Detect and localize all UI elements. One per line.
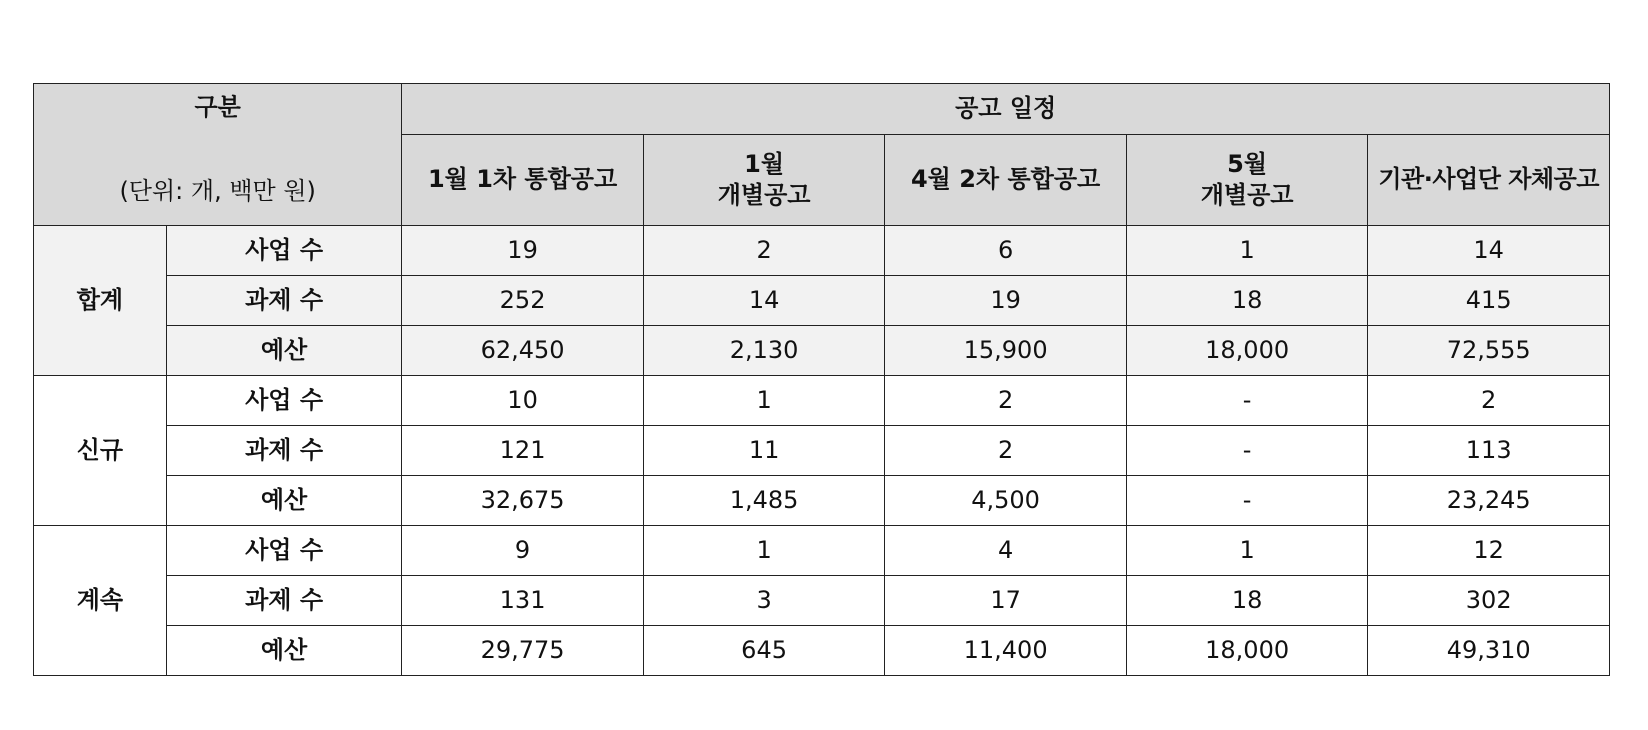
table-cell: 1 [643, 376, 885, 426]
table-cell: 18,000 [1126, 626, 1368, 676]
table-row [34, 326, 1610, 376]
table-row [34, 276, 1610, 326]
header-schedule: 공고 일정 [402, 84, 1610, 135]
header-unit-note: (단위: 개, 백만 원) [119, 176, 316, 205]
table-cell: 32,675 [402, 476, 644, 526]
header-col-4: 5월 개별공고 [1126, 135, 1368, 226]
table-cell: 49,310 [1368, 626, 1610, 676]
table-cell: 18 [1126, 276, 1368, 326]
table-cell: - [1126, 476, 1368, 526]
table-cell: 1 [643, 526, 885, 576]
table-cell: 15,900 [885, 326, 1127, 376]
row-label: 사업 수 [166, 226, 401, 276]
budget-schedule-table [33, 83, 1610, 676]
table-cell: 121 [402, 426, 644, 476]
table-cell: 113 [1368, 426, 1610, 476]
table-row [34, 476, 1610, 526]
table-cell: 14 [643, 276, 885, 326]
table-cell: 252 [402, 276, 644, 326]
table-cell: 11,400 [885, 626, 1127, 676]
table-cell: 10 [402, 376, 644, 426]
table-cell: 18,000 [1126, 326, 1368, 376]
table-row [34, 426, 1610, 476]
table-cell: 2 [885, 376, 1127, 426]
table-cell: 2 [643, 226, 885, 276]
table-cell: 4,500 [885, 476, 1127, 526]
table-cell: 645 [643, 626, 885, 676]
table-cell: 72,555 [1368, 326, 1610, 376]
table-cell: 6 [885, 226, 1127, 276]
header-gubun-title: 구분 [194, 93, 241, 121]
table-cell: 9 [402, 526, 644, 576]
table-cell: 18 [1126, 576, 1368, 626]
table-cell: 2 [1368, 376, 1610, 426]
table-cell: 1 [1126, 226, 1368, 276]
header-col-1: 1월 1차 통합공고 [402, 135, 644, 226]
table-row [34, 626, 1610, 676]
row-label: 예산 [166, 626, 401, 676]
row-label: 과제 수 [166, 276, 401, 326]
group-label-continuing: 계속 [34, 526, 167, 676]
table-cell: 3 [643, 576, 885, 626]
table-cell: 17 [885, 576, 1127, 626]
row-label: 사업 수 [166, 526, 401, 576]
table-cell: 23,245 [1368, 476, 1610, 526]
table-cell: 302 [1368, 576, 1610, 626]
table-cell: 11 [643, 426, 885, 476]
table-cell: 2,130 [643, 326, 885, 376]
table-row [34, 376, 1610, 426]
table-cell: - [1126, 376, 1368, 426]
table-cell: 131 [402, 576, 644, 626]
table-cell: 2 [885, 426, 1127, 476]
table-cell: 12 [1368, 526, 1610, 576]
table-cell: - [1126, 426, 1368, 476]
header-col-2: 1월 개별공고 [643, 135, 885, 226]
table-cell: 1,485 [643, 476, 885, 526]
table-row [34, 526, 1610, 576]
header-col-3: 4월 2차 통합공고 [885, 135, 1127, 226]
row-label: 과제 수 [166, 426, 401, 476]
table-cell: 62,450 [402, 326, 644, 376]
group-label-new: 신규 [34, 376, 167, 526]
table-cell: 4 [885, 526, 1127, 576]
table-cell: 19 [885, 276, 1127, 326]
row-label: 예산 [166, 326, 401, 376]
header-col-5: 기관·사업단 자체공고 [1368, 135, 1610, 226]
group-label-total: 합계 [34, 226, 167, 376]
table-cell: 14 [1368, 226, 1610, 276]
table-row [34, 576, 1610, 626]
row-label: 사업 수 [166, 376, 401, 426]
table-cell: 29,775 [402, 626, 644, 676]
row-label: 과제 수 [166, 576, 401, 626]
table-row [34, 226, 1610, 276]
table-cell: 19 [402, 226, 644, 276]
table-cell: 1 [1126, 526, 1368, 576]
table-cell: 415 [1368, 276, 1610, 326]
header-gubun-cell [34, 84, 402, 226]
row-label: 예산 [166, 476, 401, 526]
